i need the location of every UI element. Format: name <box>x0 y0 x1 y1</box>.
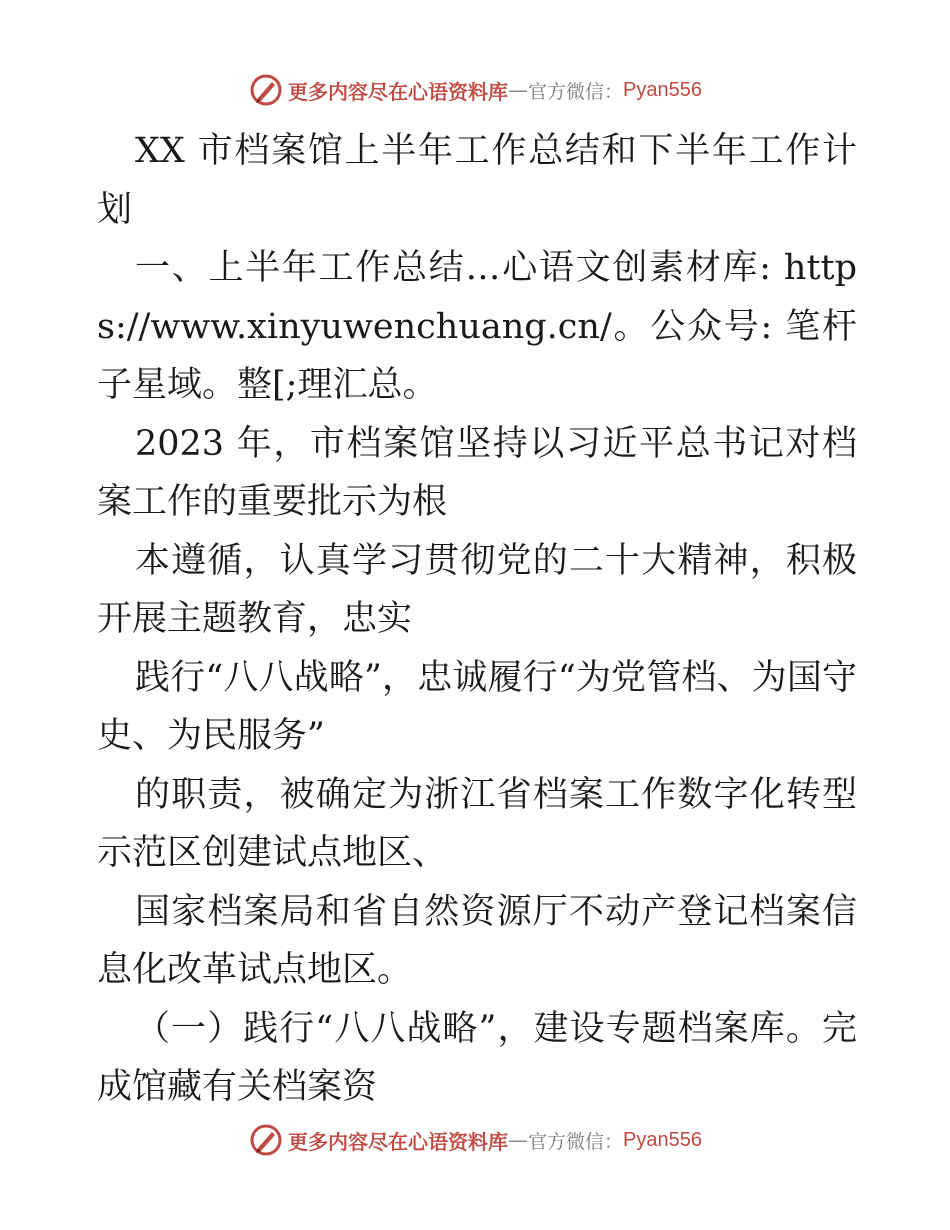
paragraph-section-heading: 一、上半年工作总结…心语文创素材库: https://www.xinyuwenchuang.cn/。公众号: 笔杆子星域。整[;理汇总。 <box>97 248 857 405</box>
header-banner <box>0 70 950 110</box>
pen-circle-logo-icon <box>248 1122 284 1158</box>
paragraph: 2023 年，市档案馆坚持以习近平总书记对档案工作的重要批示为根 <box>97 423 857 522</box>
banner-brand-text: 更多内容尽在心语资料库 <box>288 79 508 104</box>
paragraph: （一）践行“八八战略”，建设专题档案库。完成馆藏有关档案资 <box>97 1008 857 1107</box>
banner-wechat-label: 官方微信： <box>528 80 624 103</box>
paragraph: 践行“八八战略”，忠诚履行“为党管档、为国守史、为民服务” <box>97 657 857 756</box>
banner-brand-text: 更多内容尽在心语资料库 <box>288 1129 508 1154</box>
pen-circle-logo-icon <box>248 72 284 108</box>
banner-dash: — <box>508 78 528 102</box>
paragraph: 的职责，被确定为浙江省档案工作数字化转型示范区创建试点地区、 <box>97 774 857 873</box>
banner-wechat-id: Pyan556 <box>623 1128 702 1151</box>
document-title: XX 市档案馆上半年工作总结和下半年工作计划 <box>97 131 857 230</box>
paragraph: 国家档案局和省自然资源厅不动产登记档案信息化改革试点地区。 <box>97 891 857 990</box>
footer-banner <box>0 1120 950 1160</box>
banner-dash: — <box>508 1128 528 1152</box>
paragraph: 本遵循，认真学习贯彻党的二十大精神，积极开展主题教育，忠实 <box>97 540 857 639</box>
banner-wechat-id: Pyan556 <box>623 78 702 101</box>
document-body <box>97 122 857 1117</box>
banner-wechat-label: 官方微信： <box>528 1130 624 1153</box>
